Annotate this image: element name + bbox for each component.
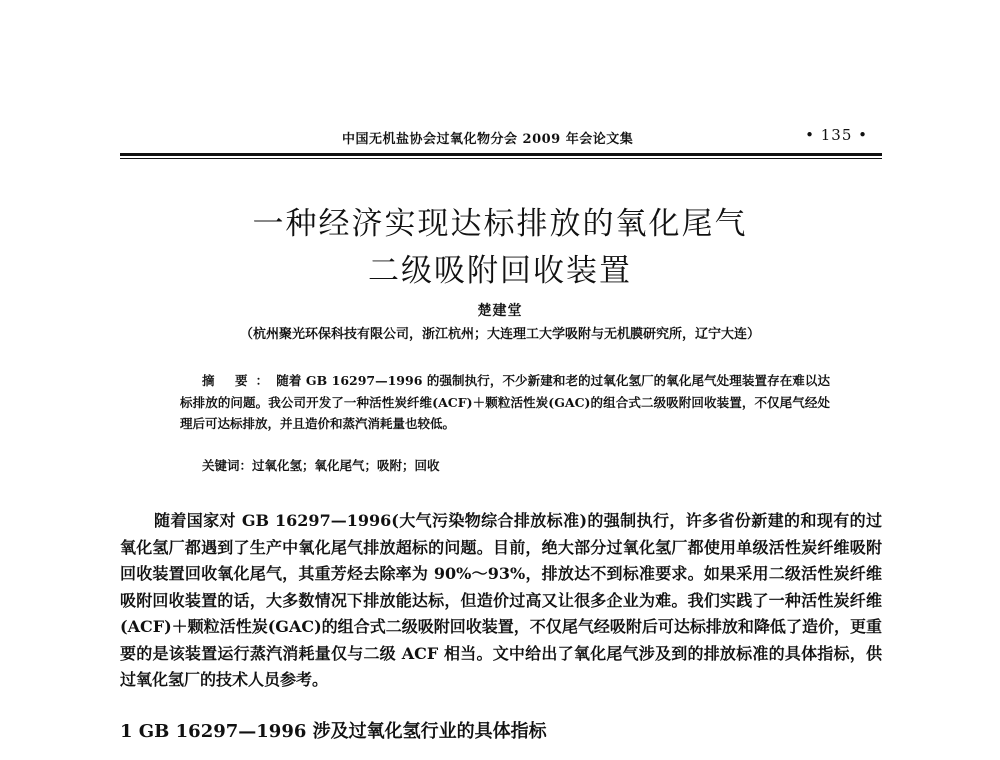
keywords-label: 关键词： <box>202 458 253 473</box>
header-rule-thin <box>120 158 882 159</box>
body-paragraph-1: 随着国家对 GB 16297—1996(大气污染物综合排放标准)的强制执行，许多省份新建的和现有的过氧化氢厂都遇到了生产中氧化尾气排放超标的问题。目前，绝大部分过氧化氢厂都使用单级活性炭纤维吸附回收装置回收氧化尾气，其重芳烃去除率为 90%～93%，排放达不到标准要求。如果采用二级活性炭纤维吸附回收装置的话，大多数情况下排放能达标，但造价过高又让很多企业为难。我们实践了一种活性炭纤维(ACF)＋颗粒活性炭(GAC)的组合式二级吸附回收装置，不仅尾气经吸附后可达标排放和降低了造价，更重要的是该装置运行蒸汽消耗量仅与二级 ACF 相当。文中给出了氧化尾气涉及到的排放标准的具体指标，供过氧化氢厂的技术人员参考。 <box>120 511 882 689</box>
header-rule-thick <box>120 153 882 156</box>
abstract <box>180 370 830 435</box>
section-heading-1: 1 GB 16297—1996 涉及过氧化氢行业的具体指标 <box>120 721 547 742</box>
author-name: 楚建堂 <box>477 303 523 319</box>
keywords-text: 过氧化氢；氧化尾气；吸附；回收 <box>252 458 440 473</box>
abstract-text: 随着 GB 16297—1996 的强制执行，不少新建和老的过氧化氢厂的氧化尾气处理装置存在难以达标排放的问题。我公司开发了一种活性炭纤维(ACF)＋颗粒活性炭(GAC)的组合式二级吸附回收装置，不仅尾气经处理后可达标排放，并且造价和蒸汽消耗量也较低。 <box>180 373 830 431</box>
journal-name: 中国无机盐协会过氧化物分会 2009 年会论文集 <box>342 132 634 147</box>
paper-title-line-2: 二级吸附回收装置 <box>368 253 632 289</box>
running-header <box>120 126 882 152</box>
abstract-label: 摘 要： <box>202 373 277 388</box>
page-number: • 135 • <box>805 126 868 144</box>
paper-title-line-1: 一种经济实现达标排放的氧化尾气 <box>252 206 748 242</box>
author-affiliation: （杭州聚光环保科技有限公司，浙江杭州；大连理工大学吸附与无机膜研究所，辽宁大连） <box>239 327 760 342</box>
keywords <box>202 456 440 474</box>
